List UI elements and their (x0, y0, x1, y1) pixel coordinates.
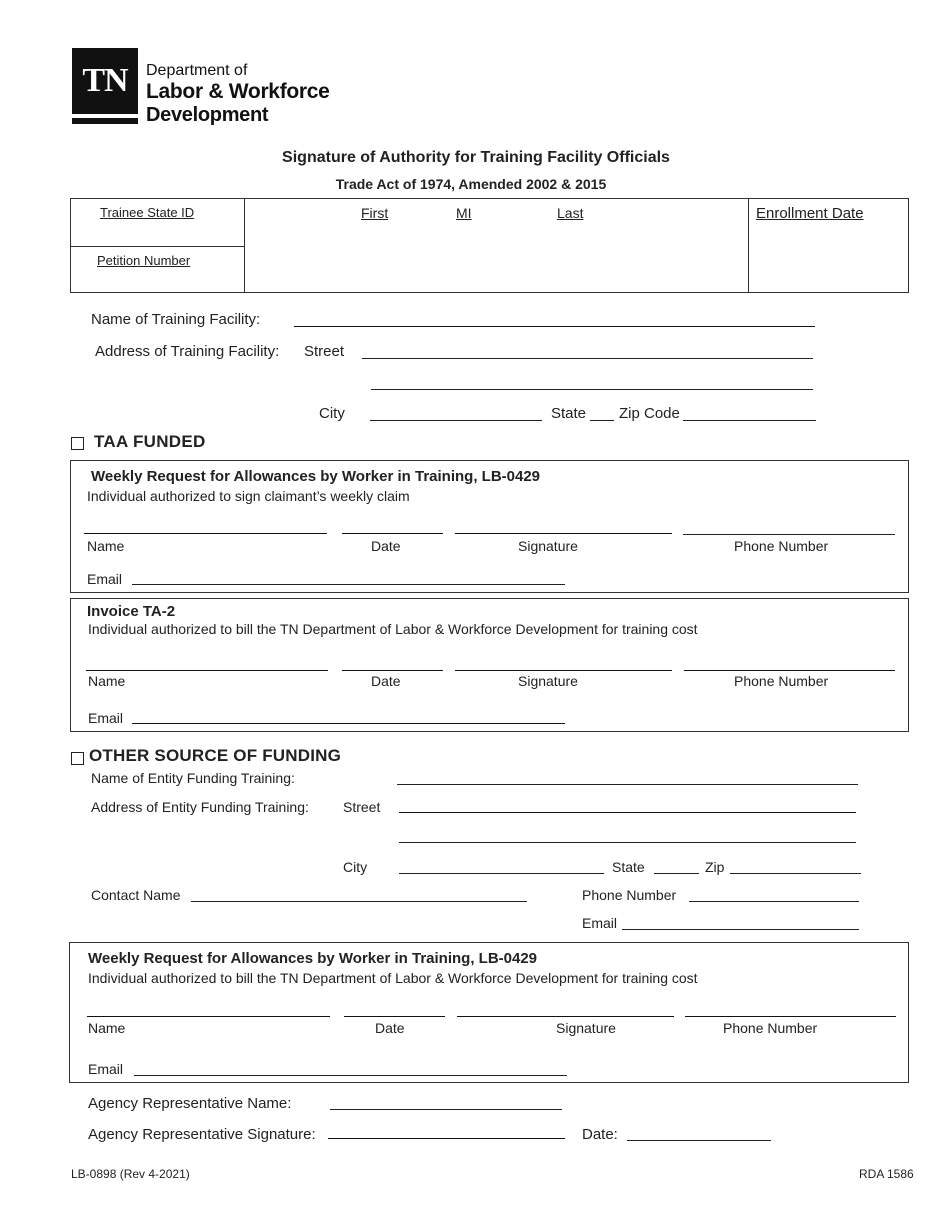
other-weekly-name-field[interactable] (87, 1016, 330, 1017)
taa-weekly-date-field[interactable] (342, 533, 443, 534)
contact-phone-field[interactable] (689, 901, 859, 902)
entity-zip-label: Zip (705, 859, 725, 875)
facility-street-field-2[interactable] (371, 389, 813, 390)
table-divider-right (748, 198, 749, 293)
contact-phone-label: Phone Number (582, 887, 677, 903)
entity-zip-field[interactable] (730, 873, 861, 874)
facility-street-field[interactable] (362, 358, 813, 359)
facility-state-field[interactable] (590, 420, 614, 421)
contact-name-field[interactable] (191, 901, 527, 902)
invoice-name-field[interactable] (86, 670, 328, 671)
other-weekly-date-field[interactable] (344, 1016, 445, 1017)
contact-email-field[interactable] (622, 929, 859, 930)
other-weekly-date-label: Date (375, 1020, 405, 1036)
entity-city-label: City (343, 859, 368, 875)
invoice-email-field[interactable] (132, 723, 565, 724)
other-weekly-desc: Individual authorized to bill the TN Department of Labor & Workforce Development for training cost (88, 970, 698, 986)
other-weekly-phone-field[interactable] (685, 1016, 896, 1017)
taa-invoice-section (70, 598, 909, 732)
taa-weekly-title: Weekly Request for Allowances by Worker in Training, LB-0429 (91, 468, 541, 485)
other-funding-checkbox[interactable] (71, 752, 84, 765)
entity-name-label: Name of Entity Funding Training: (91, 770, 295, 786)
page-title: Signature of Authority for Training Facility Officials (282, 149, 670, 166)
table-divider-mid (70, 246, 244, 247)
entity-city-field[interactable] (399, 873, 604, 874)
invoice-phone-field[interactable] (684, 670, 895, 671)
invoice-desc: Individual authorized to bill the TN Department of Labor & Workforce Development for training cost (88, 621, 698, 637)
entity-address-label: Address of Entity Funding Training: (91, 799, 309, 815)
other-weekly-phone-label: Phone Number (723, 1020, 818, 1036)
taa-funded-heading: TAA FUNDED (94, 432, 206, 451)
other-weekly-email-field[interactable] (134, 1075, 567, 1076)
taa-weekly-desc: Individual authorized to sign claimant’s weekly claim (87, 488, 410, 504)
taa-weekly-email-field[interactable] (132, 584, 565, 585)
entity-street-field[interactable] (399, 812, 856, 813)
entity-street-field-2[interactable] (399, 842, 856, 843)
training-facility-address-label: Address of Training Facility: (95, 343, 280, 360)
taa-weekly-phone-field[interactable] (683, 534, 895, 535)
facility-zip-field[interactable] (683, 420, 816, 421)
agency-date-field[interactable] (627, 1140, 771, 1141)
tn-logo-text-3: Development (146, 104, 269, 126)
tn-logo-text-2: Labor & Workforce (146, 80, 330, 103)
facility-city-field[interactable] (370, 420, 542, 421)
other-weekly-signature-label: Signature (556, 1020, 616, 1036)
taa-weekly-phone-label: Phone Number (734, 538, 829, 554)
entity-state-field[interactable] (654, 873, 699, 874)
other-weekly-name-label: Name (88, 1020, 126, 1036)
entity-street-label: Street (343, 799, 381, 815)
invoice-email-label: Email (88, 710, 124, 726)
enrollment-date-label: Enrollment Date (756, 205, 864, 222)
contact-email-label: Email (582, 915, 618, 931)
training-facility-name-field[interactable] (294, 326, 815, 327)
last-name-label: Last (557, 205, 584, 221)
invoice-date-label: Date (371, 673, 401, 689)
invoice-name-label: Name (88, 673, 126, 689)
petition-number-label: Petition Number (97, 253, 191, 268)
agency-rep-signature-label: Agency Representative Signature: (88, 1126, 316, 1143)
invoice-signature-field[interactable] (455, 670, 672, 671)
training-facility-name-label: Name of Training Facility: (91, 311, 261, 328)
trainee-state-id-label: Trainee State ID (100, 205, 195, 220)
invoice-date-field[interactable] (342, 670, 443, 671)
tn-logo-bar (72, 118, 138, 124)
taa-weekly-date-label: Date (371, 538, 401, 554)
facility-city-label: City (319, 405, 345, 422)
entity-state-label: State (612, 859, 645, 875)
facility-street-label: Street (304, 343, 345, 360)
page-subtitle: Trade Act of 1974, Amended 2002 & 2015 (335, 176, 607, 192)
other-weekly-email-label: Email (88, 1061, 124, 1077)
other-funding-heading: OTHER SOURCE OF FUNDING (89, 746, 342, 765)
facility-state-label: State (551, 405, 587, 422)
other-weekly-signature-field[interactable] (457, 1016, 674, 1017)
form-number: LB-0898 (Rev 4-2021) (71, 1167, 190, 1181)
table-divider-left (244, 198, 245, 293)
invoice-title: Invoice TA-2 (87, 603, 176, 620)
invoice-phone-label: Phone Number (734, 673, 829, 689)
taa-weekly-signature-field[interactable] (455, 533, 672, 534)
tn-logo-text-1: Department of (146, 62, 248, 79)
rda-number: RDA 1586 (859, 1167, 914, 1181)
taa-weekly-name-field[interactable] (84, 533, 327, 534)
taa-weekly-signature-label: Signature (518, 538, 578, 554)
taa-funded-checkbox[interactable] (71, 437, 84, 450)
agency-rep-name-label: Agency Representative Name: (88, 1095, 292, 1112)
invoice-signature-label: Signature (518, 673, 578, 689)
taa-weekly-email-label: Email (87, 571, 123, 587)
taa-weekly-name-label: Name (87, 538, 125, 554)
agency-date-label: Date: (582, 1126, 618, 1143)
agency-rep-signature-field[interactable] (328, 1138, 565, 1139)
mi-label: MI (456, 205, 472, 221)
other-weekly-title: Weekly Request for Allowances by Worker in Training, LB-0429 (88, 950, 538, 967)
entity-name-field[interactable] (397, 784, 858, 785)
first-name-label: First (361, 205, 389, 221)
facility-zip-label: Zip Code (619, 405, 680, 422)
contact-name-label: Contact Name (91, 887, 181, 903)
agency-rep-name-field[interactable] (330, 1109, 562, 1110)
tn-logo (72, 48, 332, 128)
tn-logo-mark: TN (72, 48, 138, 114)
